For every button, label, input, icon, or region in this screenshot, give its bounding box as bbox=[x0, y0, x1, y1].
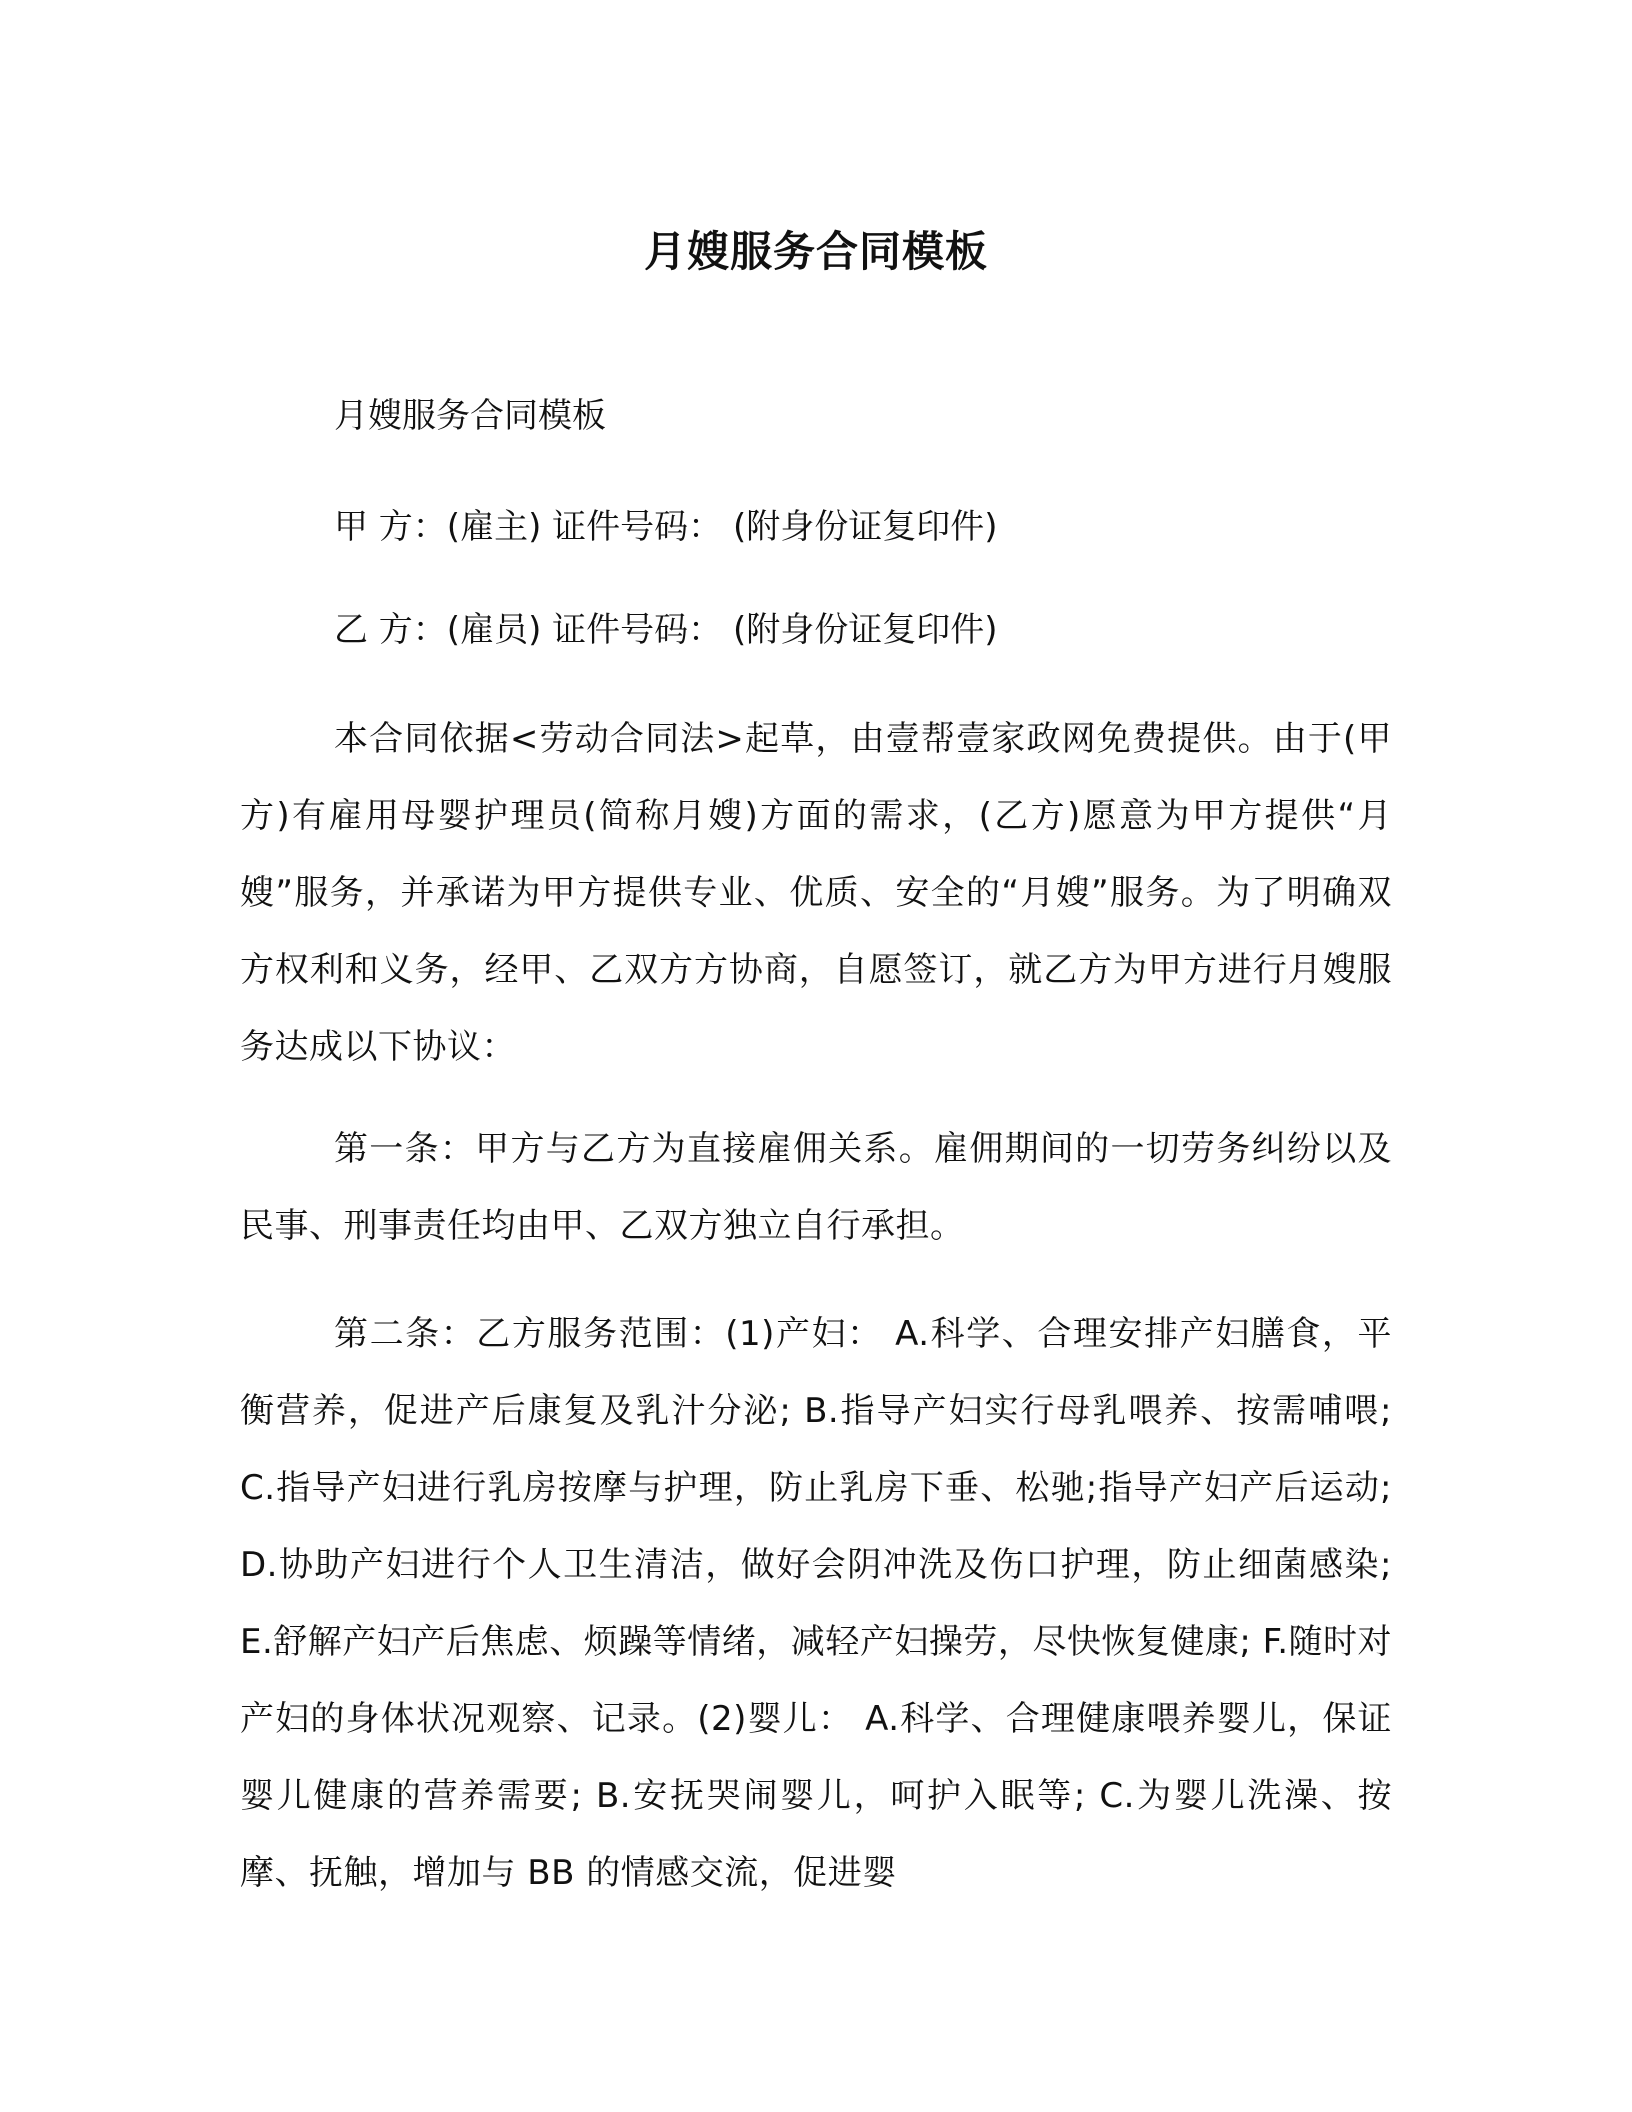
document-subtitle: 月嫂服务合同模板 bbox=[334, 396, 606, 436]
party-a-line: 甲 方：(雇主) 证件号码： (附身份证复印件) bbox=[334, 507, 998, 547]
paragraph-article-2-block bbox=[240, 1296, 1392, 1912]
party-b-line: 乙 方：(雇员) 证件号码： (附身份证复印件) bbox=[334, 610, 998, 650]
paragraph-preamble-block bbox=[240, 701, 1392, 1086]
document-title: 月嫂服务合同模板 bbox=[643, 227, 988, 276]
paragraph-article-1-block bbox=[240, 1111, 1392, 1265]
paragraph-preamble: 本合同依据<劳动合同法>起草，由壹帮壹家政网免费提供。由于(甲方)有雇用母婴护理员(简称月嫂)方面的需求，(乙方)愿意为甲方提供“月嫂”服务，并承诺为甲方提供专业、优质、安全的“月嫂”服务。为了明确双方权利和义务，经甲、乙双方方协商，自愿签订，就乙方为甲方进行月嫂服务达成以下协议： bbox=[240, 719, 1392, 1067]
paragraph-article-2: 第二条：乙方服务范围：(1)产妇： A.科学、合理安排产妇膳食，平衡营养，促进产后康复及乳汁分泌; B.指导产妇实行母乳喂养、按需哺喂; C.指导产妇进行乳房按摩与护理，防止乳房下垂、松驰;指导产妇产后运动; D.协助产妇进行个人卫生清洁，做好会阴冲洗及伤口护理，防止细菌感染; E.舒解产妇产后焦虑、烦躁等情绪，减轻产妇操劳，尽快恢复健康; F.随时对产妇的身体状况观察、记录。(2)婴儿： A.科学、合理健康喂养婴儿，保证婴儿健康的营养需要; B.安抚哭闹婴儿，呵护入眠等; C.为婴儿洗澡、按摩、抚触，增加与 BB 的情感交流，促进婴 bbox=[240, 1314, 1392, 1893]
paragraph-article-1: 第一条：甲方与乙方为直接雇佣关系。雇佣期间的一切劳务纠纷以及民事、刑事责任均由甲、乙双方独立自行承担。 bbox=[240, 1129, 1392, 1246]
